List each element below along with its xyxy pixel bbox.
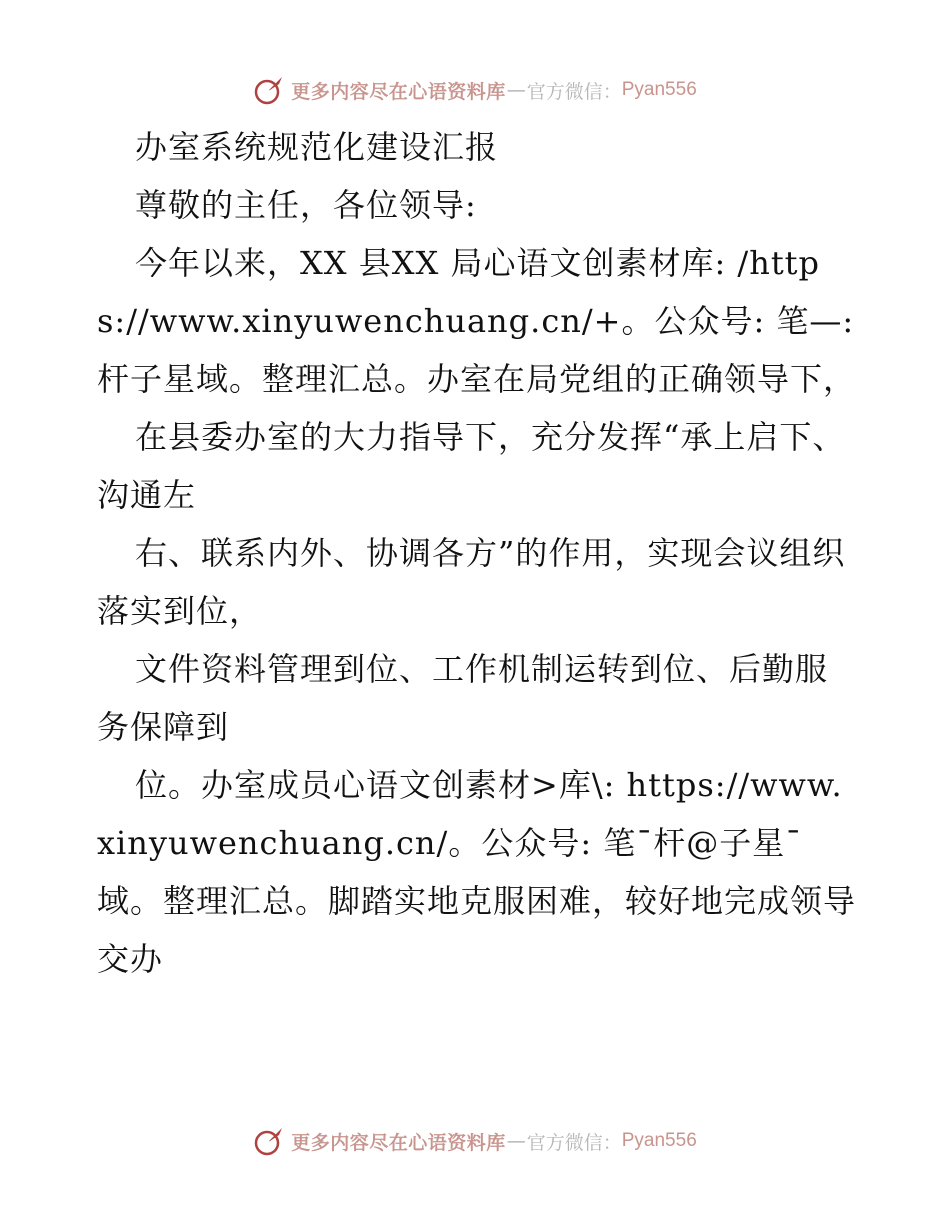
feather-pen-logo-icon [253, 74, 285, 106]
paragraph: 在县委办室的大力指导下，充分发挥“承上启下、沟通左 [97, 418, 846, 514]
banner-site-text: 更多内容尽在心语资料库 [291, 80, 506, 103]
paragraph: 位。办室成员心语文创素材>库\: https://www.xinyuwenchuang.cn/。公众号: 笔¯杆@子星¯域。整理汇总。脚踏实地克服困难，较好地完成领导交办 [97, 766, 857, 978]
footer-banner [0, 1119, 950, 1163]
document-title: 办室系统规范化建设汇报 [135, 128, 499, 166]
paragraph: 文件资料管理到位、工作机制运转到位、后勤服务保障到 [97, 650, 829, 746]
banner-site-text: 更多内容尽在心语资料库 [291, 1131, 506, 1154]
banner-wechat-label: 官方微信： [526, 80, 622, 103]
document-body [97, 118, 857, 988]
feather-pen-logo-icon [253, 1125, 285, 1157]
header-banner [0, 68, 950, 112]
paragraph: 右、联系内外、协调各方”的作用，实现会议组织落实到位， [97, 534, 846, 630]
document-salutation: 尊敬的主任，各位领导: [135, 186, 477, 224]
paragraph: 今年以来，XX 县XX 局心语文创素材库: /https://www.xinyuwenchuang.cn/+。公众号: 笔—:杆子星域。整理汇总。办室在局党组的正确领导下， [97, 244, 857, 398]
banner-separator: — [506, 1130, 526, 1152]
banner-wechat-id: Pyan556 [621, 1130, 697, 1151]
banner-separator: — [506, 79, 526, 101]
banner-wechat-label: 官方微信： [526, 1131, 622, 1154]
banner-wechat-id: Pyan556 [621, 79, 697, 100]
